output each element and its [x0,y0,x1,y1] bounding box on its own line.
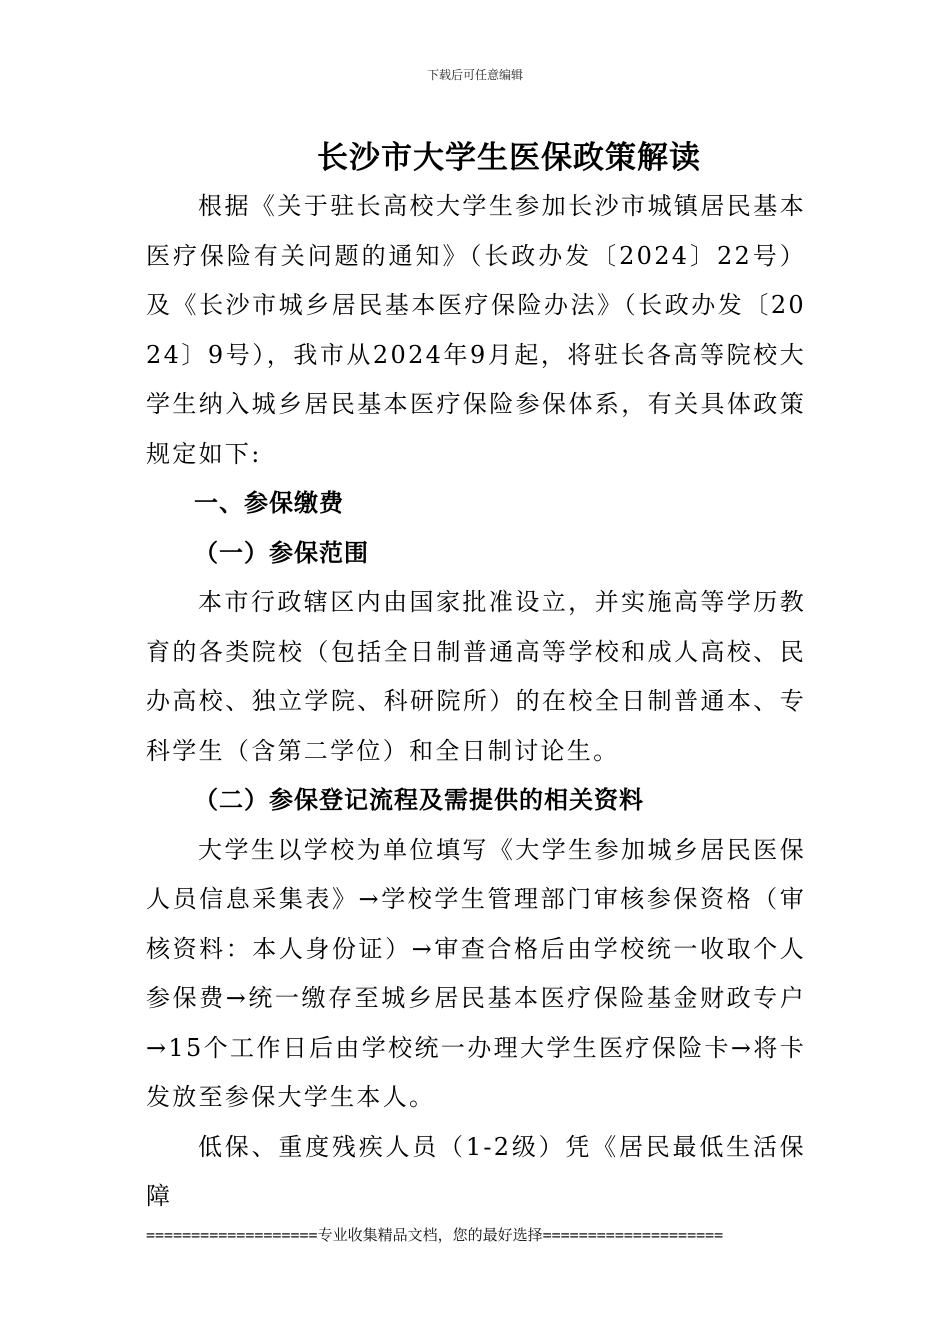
subsection-heading-process: （二）参保登记流程及需提供的相关资料 [194,786,644,814]
process-paragraph: 大学生以学校为单位填写《大学生参加城乡居民医保人员信息采集表》→学校学生管理部门审核参保资格（审核资料：本人身份证）→审查合格后由学校统一收取个人参保费→统一缴存至城乡居民基本医疗保险基金财政专户→15个工作日后由学校统一办理大学生医疗保险卡→将卡发放至参保大学生本人。 [146,835,806,1111]
document-body [146,182,806,1222]
subsection-heading-scope: （一）参保范围 [194,538,369,567]
low-income-paragraph: 低保、重度残疾人员（1-2级）凭《居民最低生活保障 [146,1132,806,1210]
section-heading-payment: 一、参保缴费 [194,489,344,517]
document-title: 长沙市大学生医保政策解读 [317,140,701,176]
intro-paragraph: 根据《关于驻长高校大学生参加长沙市城镇居民基本医疗保险有关问题的通知》（长政办发〔2024〕22号）及《长沙市城乡居民基本医疗保险办法》（长政办发〔2024〕9号），我市从2024年9月起，将驻长各高等院校大学生纳入城乡居民基本医疗保险参保体系，有关具体政策规定如下: [146,192,806,468]
scope-paragraph: 本市行政辖区内由国家批准设立，并实施高等学历教育的各类院校（包括全日制普通高等学校和成人高校、民办高校、独立学院、科研院所）的在校全日制普通本、专科学生（含第二学位）和全日制讨论生。 [146,588,806,765]
header-note: 下载后可任意编辑 [426,68,523,82]
footer-banner: ===================专业收集精品文档，您的最好选择==================== [146,1226,724,1244]
